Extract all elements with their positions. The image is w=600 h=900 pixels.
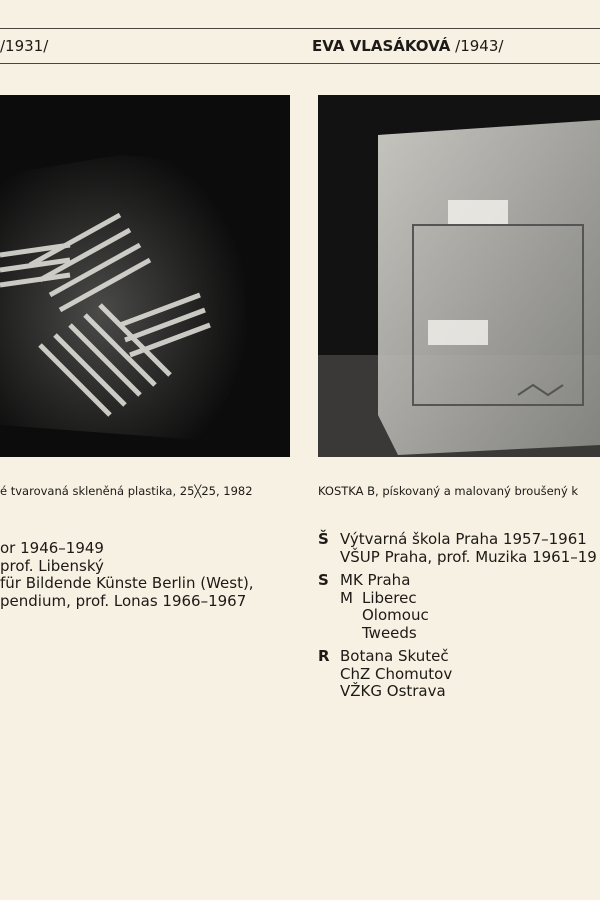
- realization-item: VŽKG Ostrava: [340, 682, 446, 700]
- right-header: [312, 37, 503, 55]
- bio-line: prof. Libenský: [0, 556, 104, 575]
- header-rule: [0, 63, 600, 64]
- bio-line: für Bildende Künste Berlin (West),: [0, 574, 254, 592]
- studies-line: VŠUP Praha, prof. Muzika 1961–19: [340, 547, 597, 566]
- left-caption: é tvarovaná skleněná plastika, 25╳25, 1982: [0, 484, 253, 498]
- realizations-key: R: [318, 647, 330, 665]
- artist-years: /1943/: [455, 37, 504, 55]
- studies-line: Výtvarná škola Praha 1957–1961: [340, 530, 587, 548]
- glass-sculpture-photo-left: [0, 95, 290, 457]
- top-rule: [0, 28, 600, 29]
- collections-section: [318, 572, 597, 642]
- realizations-section: [318, 648, 597, 701]
- left-bio: [0, 540, 254, 610]
- collections-key: S: [318, 571, 329, 589]
- realization-item: Botana Skuteč: [340, 647, 449, 665]
- right-bio: [318, 531, 597, 707]
- collection-item: MK Praha: [340, 571, 411, 589]
- museum-key: M: [340, 588, 353, 607]
- bio-line: or 1946–1949: [0, 539, 104, 557]
- studies-key: Š: [318, 530, 329, 548]
- realization-item: ChZ Chomutov: [340, 664, 453, 683]
- left-header-years: /1931/: [0, 37, 49, 55]
- bio-line: pendium, prof. Lonas 1966–1967: [0, 591, 247, 610]
- collection-item: Tweeds: [362, 623, 417, 642]
- right-caption: KOSTKA B, pískovaný a malovaný broušený k: [318, 484, 579, 498]
- collection-item: Liberec: [362, 588, 417, 607]
- glass-cube-photo-right: [318, 95, 600, 457]
- collection-item: Olomouc: [362, 606, 429, 624]
- studies-section: [318, 531, 597, 566]
- artist-name: EVA VLASÁKOVÁ: [312, 37, 451, 55]
